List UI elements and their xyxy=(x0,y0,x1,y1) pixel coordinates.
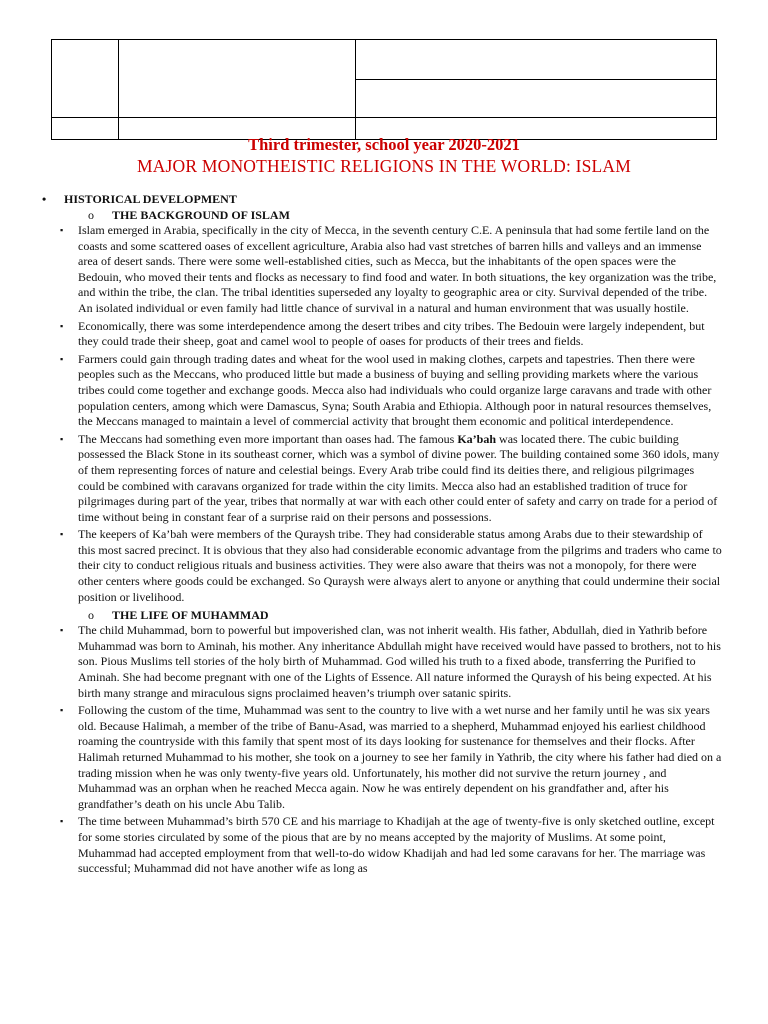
circle-bullet-icon: o xyxy=(88,208,94,222)
document-body xyxy=(42,191,722,879)
square-bullet-icon: ▪ xyxy=(60,816,64,827)
square-bullet-icon: ▪ xyxy=(60,320,64,331)
paragraph-text-start: The Meccans had something even more important than oases had. The famous xyxy=(78,431,458,446)
trimester-title: Third trimester, school year 2020-2021 xyxy=(248,135,520,154)
document-titles xyxy=(0,135,768,177)
school-name-cell xyxy=(119,40,356,118)
paragraph-text: Islam emerged in Arabia, specifically in the city of Mecca, in the seventh century C.E. A peninsula that had some fertile land on the coasts and some scattered oases of excellent agriculture, Arabia also had vast stretches of barren hills and valleys and an immense area of desert sands. There were some well-established cities, such as Mecca, but the inhabitants of the open spaces were the Bedouin, who moved their tents and flocks as necessary to find food and water. In both situations, the key organization was the tribe, and within the tribe, the clan. The tribal identities superseded any loyalty to geographic area or city. Survival depended of the tribe. An isolated individual or even family had little chance of survival in a natural and human environment that was usually hostile. xyxy=(78,223,717,315)
subsection-heading xyxy=(42,607,722,623)
square-bullet-icon: ▪ xyxy=(60,625,64,636)
paragraph xyxy=(42,319,722,350)
topic-title: MAJOR MONOTHEISTIC RELIGIONS IN THE WORLD: ISLAM xyxy=(136,156,632,176)
square-bullet-icon: ▪ xyxy=(60,705,64,716)
square-bullet-icon: ▪ xyxy=(60,225,64,235)
header-field-1 xyxy=(356,40,717,80)
paragraph xyxy=(42,623,722,701)
paragraph-text-end: was located there. The cubic building possessed the Black Stone in its southeast corner, which was a symbol of divine power. The building contained some 360 idols, many of them representing forces of nature and celestial beings. Every Arab tribe could find its deities there, and religious pilgrimages could be combined with caravans organized for trade within the city limits. Mecca also had an established tradition of truce for pilgrimages during part of the year, tribes that normally at war with each other could enter of safety and carry on trade for a period of time without being in constant fear of a surprise raid on their persons and possessions. xyxy=(78,431,720,524)
paragraph xyxy=(42,223,722,317)
paragraph xyxy=(42,814,722,876)
logo-cell xyxy=(52,40,119,118)
section-heading xyxy=(42,191,722,207)
paragraph xyxy=(42,703,722,812)
header-field-2 xyxy=(356,80,717,118)
subsection-label: THE BACKGROUND OF ISLAM xyxy=(112,208,290,222)
paragraph-text: Farmers could gain through trading dates and wheat for the wool used in making clothes, carpets and tapestries. Then there were peoples such as the Meccans, who produced little but made a business of buying and selling providing markets where the various tribes could come together and exchange goods. Mecca also had individuals who could organize large caravans and trade with other population centers, among which were Damascus, Syna; South Arabia and Ethiopia. Although poor in natural resources themselves, the Meccans managed to maintain a level of commercial activity that brought them economic and political interdependence. xyxy=(78,351,712,429)
subsection-label: THE LIFE OF MUHAMMAD xyxy=(112,608,269,623)
bullet-icon: • xyxy=(42,192,47,206)
square-bullet-icon: ▪ xyxy=(60,353,64,364)
circle-bullet-icon: o xyxy=(88,608,94,623)
paragraph-text: The child Muhammad, born to powerful but impoverished clan, was not inherit wealth. His father, Abdullah, died in Yathrib before Muhammad was born to Aminah, his mother. Any inheritance Abdullah might have received would have passed to brothers, not to his son. Pious Muslims tell stories of the holy birth of Muhammad. God willed his truth to a fixed abode, transferring the Purified to Aminah. She had become pregnant with one of the Lights of Essence. All nature informed the Quraysh of his being expected. At his birth many strange and miraculous signs proclaimed heaven’s triumph over satanic spirits. xyxy=(78,623,721,700)
paragraph xyxy=(42,432,722,526)
paragraph-text: Following the custom of the time, Muhammad was sent to the country to live with a wet nurse and her family until he was six years old. Because Halimah, a member of the tribe of Banu-Asad, was married to a shepherd, Muhammad enjoyed his earliest childhood roaming the countryside with this family that spent most of its days looking for sustenance for themselves and their flocks. After Halimah returned Muhammad to his mother, she took on a journey to see her family in Yathrib, the city where his father had died on a trading mission when he was only twenty-five years old. Unfortunately, his mother did not survive the return journey , and Muhammad was an orphan when he reached Mecca again. Now he was entirely dependent on his grandfather and, after his grandfather’s death on his uncle Abu Talib. xyxy=(78,703,722,811)
subsection-heading xyxy=(42,207,722,223)
paragraph-text: The time between Muhammad’s birth 570 CE and his marriage to Khadijah at the age of twenty-five is only sketched outline, except for some stories circulated by some of the pious that are by no means accepted by the majority of Muslims. At some point, Muhammad had accepted employment from that well-to-do widow Khadijah and had led some caravans for her. The marriage was successful; Muhammad did not have another wife as long as xyxy=(78,814,715,876)
paragraph-text: The keepers of Ka’bah were members of the Quraysh tribe. They had considerable status among Arabs due to their stewardship of this most sacred precinct. It is obvious that they also had considerable economic advantage from the pilgrims and traders who came to their city to conduct religious rituals and business activities. They were also aware that theirs was not a monopoly, for there were other centers where goods could be exchanged. So Quraysh were always alert to anyone or anything that could undermine their social position or livelihood. xyxy=(78,527,722,604)
paragraph xyxy=(42,352,722,430)
section-label: HISTORICAL DEVELOPMENT xyxy=(64,192,237,206)
header-info-table xyxy=(51,39,717,140)
square-bullet-icon: ▪ xyxy=(60,529,64,540)
square-bullet-icon: ▪ xyxy=(60,433,64,444)
paragraph-text: Economically, there was some interdependence among the desert tribes and city tribes. The Bedouin were largely independent, but they could trade their sheep, goat and camel wool to people of oases for products of their trees and fields. xyxy=(78,318,705,349)
kabah-keyword: Ka’bah xyxy=(457,431,497,446)
paragraph xyxy=(42,527,722,605)
